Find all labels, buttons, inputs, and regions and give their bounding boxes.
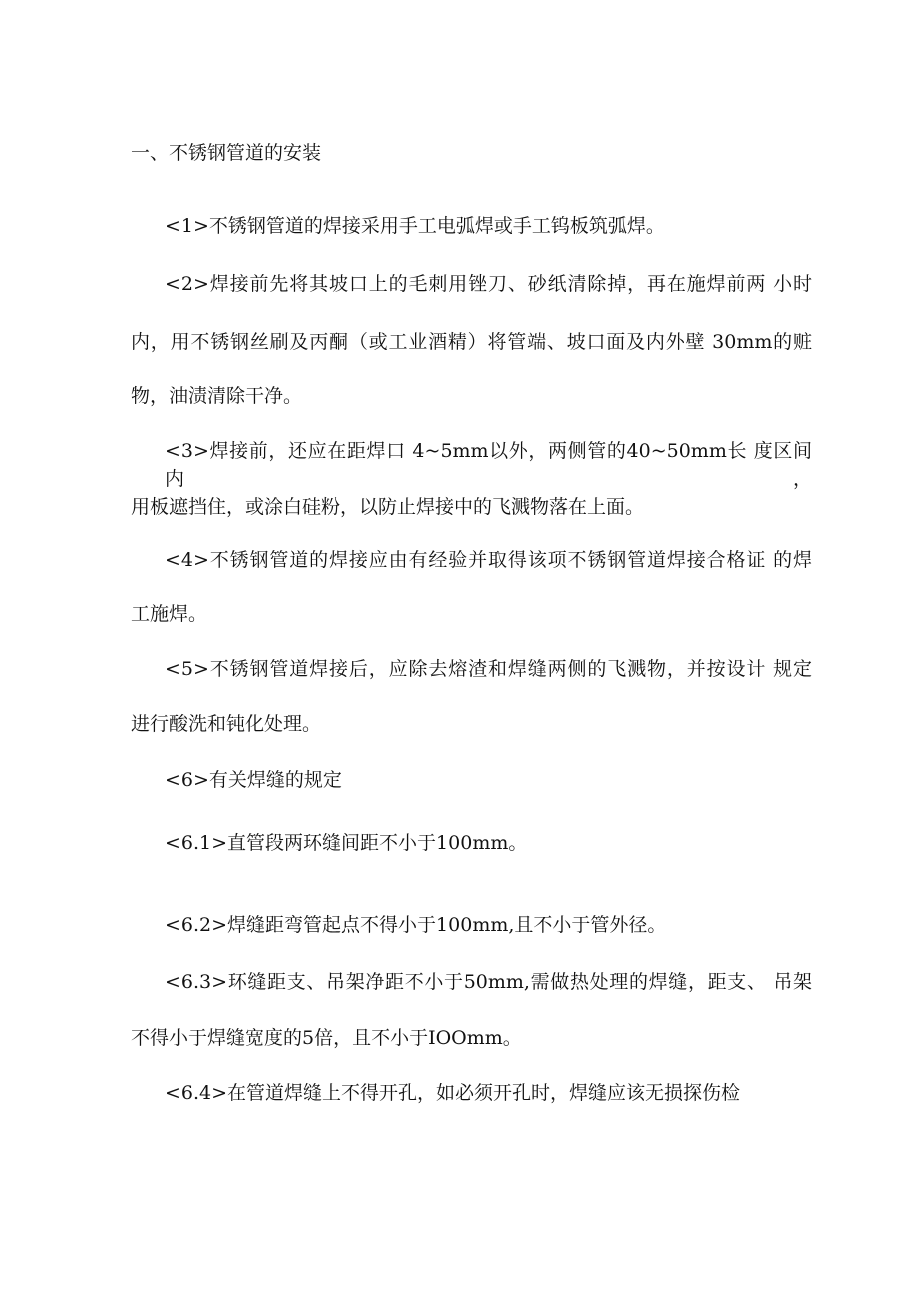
paragraph-2-line-2: 内，用不锈钢丝刷及丙酮（或工业酒精）将管端、坡口面及内外壁 30mm的赃 [131,331,812,353]
paragraph-4-line-1: <4>不锈钢管道的焊接应由有经验并取得该项不锈钢管道焊接合格证 的焊 [165,549,812,571]
paragraph-6-1-line-1: <6.1>直管段两环缝间距不小于100mm。 [165,832,528,854]
paragraph-5-line-1: <5>不锈钢管道焊接后，应除去熔渣和焊缝两侧的飞溅物，并按设计 规定 [165,658,812,680]
paragraph-5-line-2: 进行酸洗和钝化处理。 [131,713,322,735]
paragraph-6-line-1: <6>有关焊缝的规定 [165,769,342,791]
paragraph-6-2-line-1: <6.2>焊缝距弯管起点不得小于100mm,且不小于管外径。 [165,914,667,936]
paragraph-6-3-line-1: <6.3>环缝距支、吊架净距不小于50mm,需做热处理的焊缝，距支、 吊架 [165,971,812,993]
paragraph-3-line-2: 用板遮挡住，或涂白硅粉，以防止焊接中的飞溅物落在上面。 [131,496,645,518]
paragraph-2-line-1: <2>焊接前先将其坡口上的毛刺用锉刀、砂纸清除掉，再在施焊前两 小时 [165,273,812,295]
paragraph-6-4-line-1: <6.4>在管道焊缝上不得开孔，如必须开孔时，焊缝应该无损探伤检 [165,1082,741,1104]
paragraph-2-line-3: 物，油渍清除干净。 [131,385,303,407]
paragraph-1-line-1: <1>不锈钢管道的焊接采用手工电弧焊或手工钨板筑弧焊。 [165,215,665,237]
paragraph-6-3-line-2: 不得小于焊缝宽度的5倍，且不小于IOOmm。 [131,1027,522,1049]
paragraph-4-line-2: 工施焊。 [131,603,208,625]
section-heading: 一、不锈钢管道的安装 [131,142,322,164]
paragraph-3-line-1: <3>焊接前，还应在距焊口 4~5mm以外，两侧管的40~50mm长 度区间内， [165,440,812,490]
